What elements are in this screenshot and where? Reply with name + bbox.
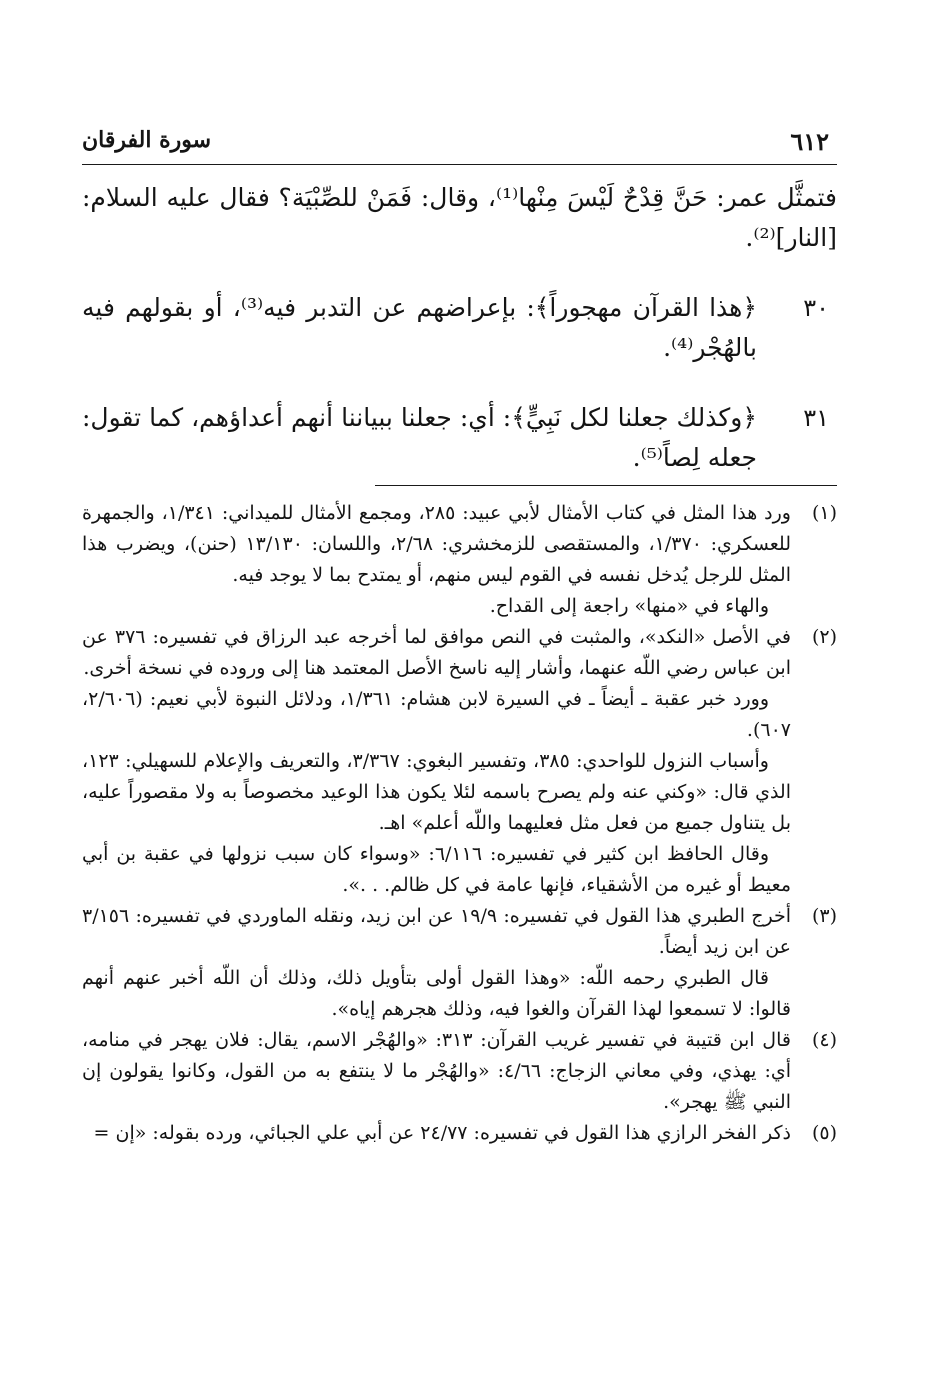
verse-commentary-text: ﴿وكذلك جعلنا لكل نَبِيٍّ﴾: أي: جعلنا ببياننا أنهم أعداؤهم، كما تقول: جعله لِصاً⁽⁵⁾. (82, 403, 757, 472)
running-header (82, 127, 837, 159)
footnote-number: (٥) (811, 1122, 837, 1144)
footnote-1 (82, 498, 837, 622)
main-text (82, 178, 837, 508)
footnote-text: قال الطبري رحمه اللّه: «وهذا القول أولى بتأويل ذلك، وذلك أن اللّه أخبر عنهم أنهم قالوا: لا تسمعوا لهذا القرآن والغوا فيه، وذلك هجرهم إياه». (82, 967, 791, 1020)
footnote-text: ورد هذا المثل في كتاب الأمثال لأبي عبيد: ٢٨٥، ومجمع الأمثال للميداني: ١/٣٤١، والجمهرة للعسكري: ١/٣٧٠، والمستقصى للزمخشري: ٢/٦٨، واللسان: ١٣/١٣٠ (حنن)، ويضرب هذا المثل للرجل يُدخل نفسه في القوم ليس منهم، أو يمتدح بما لا يوجد فيه. (82, 502, 792, 586)
verse-number: ٣١ (803, 404, 829, 432)
footnote-text: والهاء في «منها» راجعة إلى القداح. (489, 595, 769, 617)
footnote-text: ذكر الفخر الرازي هذا القول في تفسيره: ٢٤/٧٧ عن أبي علي الجبائي، ورده بقوله: «إن = (93, 1122, 791, 1144)
footnote-text: وقال الحافظ ابن كثير في تفسيره: ٦/١١٦: «وسواء كان سبب نزولها في عقبة بن أبي معيط أو غيره من الأشقياء، فإنها عامة في كل ظالم. . .». (82, 843, 791, 896)
footnote-number: (٤) (811, 1029, 837, 1051)
footnote-4 (82, 1025, 837, 1118)
footnote-5 (82, 1118, 837, 1149)
page-number: ٦١٢ (790, 127, 829, 156)
footnote-text: أخرج الطبري هذا القول في تفسيره: ١٩/٩ عن ابن زيد، ونقله الماوردي في تفسيره: ٣/١٥٦ عن ابن زيد أيضاً. (82, 905, 791, 958)
verse-commentary-31 (82, 398, 837, 478)
footnote-2 (82, 622, 837, 901)
footnote-text: في الأصل «النكد»، والمثبت في النص موافق لما أخرجه عبد الرزاق في تفسيره: ٣٧٦ عن ابن عباس رضي اللّه عنهما، وأشار إليه ناسخ الأصل المعتمد هنا إلى وروده في نسخة أخرى. (82, 626, 791, 679)
footnote-number: (٣) (811, 905, 837, 927)
verse-number: ٣٠ (803, 294, 829, 322)
verse-commentary-text: ﴿هذا القرآن مهجوراً﴾: بإعراضهم عن التدبر فيه⁽³⁾، أو بقولهم فيه بالهُجْر⁽⁴⁾. (82, 293, 757, 362)
footnote-number: (١) (811, 502, 837, 524)
footnote-text: وورد خبر عقبة ـ أيضاً ـ في السيرة لابن هشام: ١/٣٦١، ودلائل النبوة لأبي نعيم: (٢/٦٠٦، ٦٠٧). (82, 688, 791, 741)
footnote-number: (٢) (811, 626, 837, 648)
footnote-separator (375, 485, 837, 486)
verse-commentary-30 (82, 288, 837, 368)
surah-title: سورة الفرقان (82, 127, 212, 153)
header-rule (82, 164, 837, 165)
main-paragraph: فتمثَّل عمر: حَنَّ قِدْحٌ لَيْسَ مِنْها⁽¹⁾، وقال: فَمَنْ للصِّبْيَة؟ فقال عليه السلام: [النار]⁽²⁾. (82, 183, 837, 252)
footnote-text: قال ابن قتيبة في تفسير غريب القرآن: ٣١٣: «والهُجْر الاسم، يقال: فلان يهجر في منامه، أي: يهذي، وفي معاني الزجاج: ٤/٦٦: «والهُجْر ما لا ينتفع به من القول، وكانوا يقولون إن النبي ﷺ يهجر». (82, 1029, 791, 1113)
footnotes (82, 498, 837, 1149)
footnote-text: وأسباب النزول للواحدي: ٣٨٥، وتفسير البغوي: ٣/٣٦٧، والتعريف والإعلام للسهيلي: ١٢٣، الذي قال: «وكني عنه ولم يصرح باسمه لئلا يكون هذا الوعيد مخصوصاً به ولا مقصوراً عليه، بل يتناول جميع من فعل مثل فعليهما واللّه أعلم» اهـ. (82, 750, 791, 834)
footnote-3 (82, 901, 837, 1025)
